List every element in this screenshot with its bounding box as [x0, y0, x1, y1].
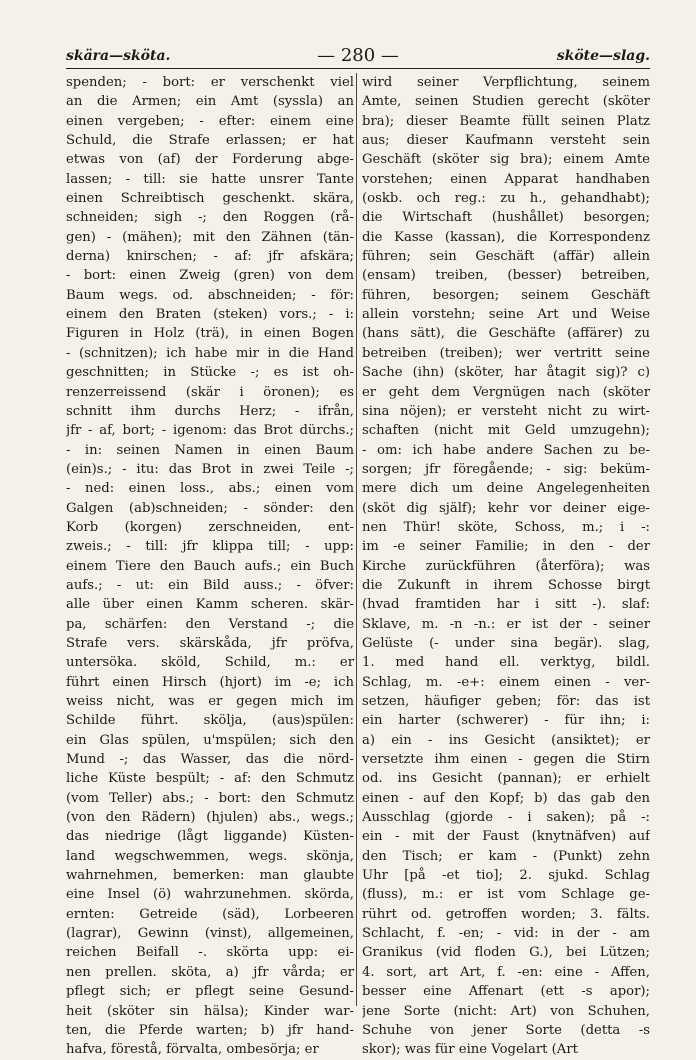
text-line: lassen; - till: sie hatte unsrer Tante: [66, 171, 354, 187]
text-line: den Tisch; er kam - (Punkt) zehn: [362, 848, 650, 864]
text-line: gen) - (mähen); mit den Zähnen (tän-: [66, 229, 354, 245]
text-line: Figuren in Holz (trä), in einen Bogen: [66, 326, 354, 342]
text-line: schnitt ihm durchs Herz; - ifrån,: [66, 403, 354, 419]
text-line: allein vorstehn; seine Art und Weise: [362, 307, 650, 323]
text-line: ein harter (schwerer) - für ihn; i:: [362, 713, 650, 729]
text-line: a) ein - ins Gesicht (ansiktet); er: [362, 732, 650, 748]
text-line: reichen Beifall -. skörta upp: ei-: [66, 945, 354, 961]
text-line: die Zukunft in ihrem Schosse birgt: [362, 577, 650, 593]
text-line: setzen, häufiger geben; för: das ist: [362, 694, 650, 709]
text-line: - (schnitzen); ich habe mir in die Hand: [66, 345, 354, 361]
text-line: pa, schärfen: den Verstand -; die: [66, 616, 354, 632]
text-line: Schlacht, f. -en; - vid: in der - am: [362, 926, 650, 942]
text-line: Galgen (ab)schneiden; - sönder: den: [66, 500, 354, 516]
text-line: jfr - af, bort; - igenom: das Brot dürchs.;: [66, 423, 354, 439]
text-line: (hvad framtiden har i sitt -). slaf:: [362, 597, 650, 613]
text-line: mere dich um deine Angelegenheiten: [362, 481, 650, 497]
text-line: zweis.; - till: jfr klippa till; - upp:: [66, 539, 354, 555]
text-line: Kirche zurückführen (återföra); was: [362, 558, 650, 574]
header-left-catchword: skära—sköta.: [66, 48, 171, 64]
text-line: die Wirtschaft (hushållet) besorgen;: [362, 210, 650, 226]
header-right-catchword: sköte—slag.: [556, 48, 650, 64]
text-line: 4. sort, art Art, f. -en: eine - Affen,: [362, 964, 650, 980]
text-line: einen - auf den Kopf; b) das gab den: [362, 790, 650, 806]
text-line: versetzte ihm einen - gegen die Stirn: [362, 752, 650, 768]
text-line: einen vergeben; - efter: einem eine: [66, 113, 354, 129]
text-line: an die Armen; ein Amt (syssla) an: [66, 94, 354, 110]
text-line: vorstehen; einen Apparat handhaben: [362, 171, 650, 187]
text-line: od. ins Gesicht (pannan); er erhielt: [362, 771, 650, 787]
text-line: renzerreissend (skär i öronen); es: [66, 384, 354, 400]
text-line: besser eine Affenart (ett -s apor);: [362, 984, 650, 1000]
text-line: skor); was für eine Vogelart (Art: [362, 1042, 578, 1058]
text-line: rührt od. getroffen worden; 3. fälts.: [362, 906, 650, 922]
text-line: aus; dieser Kaufmann versteht sein: [362, 133, 650, 149]
text-line: - ned: einen loss., abs.; einen vom: [66, 481, 354, 497]
text-line: (von den Rädern) (hjulen) abs., wegs.;: [66, 810, 354, 826]
text-line: jene Sorte (nicht: Art) von Schuhen,: [362, 1003, 650, 1019]
text-line: Sklave, m. -n -n.: er ist der - seiner: [362, 616, 650, 632]
text-line: (ein)s.; - itu: das Brot in zwei Teile -;: [66, 461, 354, 477]
text-line: einen Schreibtisch geschenkt. skära,: [66, 191, 354, 207]
text-line: Sache (ihn) (sköter, har åtagit sig)? c): [362, 365, 650, 381]
text-line: geschnitten; in Stücke -; es ist oh-: [66, 365, 354, 381]
text-line: Schilde führt. skölja, (aus)spülen:: [66, 713, 354, 729]
text-line: ernten: Getreide (säd), Lorbeeren: [66, 906, 354, 922]
text-line: Ausschlag (gjorde - i saken); på -:: [362, 810, 650, 826]
right-column: [362, 73, 650, 1060]
text-line: Schuld, die Strafe erlassen; er hat: [66, 133, 354, 149]
text-line: ein - mit der Faust (knytnäfven) auf: [362, 829, 650, 845]
text-line: Geschäft (sköter sig bra); einem Amte: [362, 152, 650, 168]
text-line: nen Thür! sköte, Schoss, m.; i -:: [362, 519, 650, 535]
text-line: alle über einen Kamm scheren. skär-: [66, 597, 354, 613]
text-line: - in: seinen Namen in einen Baum: [66, 442, 354, 458]
text-line: untersöka. sköld, Schild, m.: er: [66, 655, 354, 671]
text-line: führen; sein Geschäft (affär) allein: [362, 249, 650, 265]
page-header: [66, 44, 650, 68]
left-column: [66, 73, 354, 1060]
text-line: nen prellen. sköta, a) jfr vårda; er: [66, 964, 354, 980]
text-line: er geht dem Vergnügen nach (sköter: [362, 384, 650, 400]
text-line: weiss nicht, was er gegen mich im: [66, 694, 354, 709]
text-line: Granikus (vid floden G.), bei Lützen;: [362, 945, 650, 961]
text-line: (fluss), m.: er ist vom Schlage ge-: [362, 887, 650, 903]
text-line: ten, die Pferde warten; b) jfr hand-: [66, 1022, 354, 1038]
text-line: (sköt dig själf); kehr vor deiner eige-: [362, 500, 650, 516]
text-line: führen, besorgen; seinem Geschäft: [362, 287, 650, 303]
page-number: — 280 —: [317, 45, 399, 66]
text-line: sina nöjen); er versteht nicht zu wirt-: [362, 403, 650, 419]
text-line: 1. med hand ell. verktyg, bildl.: [362, 655, 650, 671]
text-line: die Kasse (kassan), die Korrespondenz: [362, 229, 650, 245]
text-line: wahrnehmen, bemerken: man glaubte: [66, 868, 354, 884]
text-line: (hans sätt), die Geschäfte (affärer) zu: [362, 326, 650, 342]
text-line: aufs.; - ut: ein Bild auss.; - öfver:: [66, 577, 354, 593]
text-line: Amte, seinen Studien gerecht (sköter: [362, 94, 650, 110]
text-line: schneiden; sigh -; den Roggen (rå-: [66, 210, 354, 226]
text-line: (ensam) treiben, (besser) betreiben,: [362, 268, 650, 284]
column-divider: [356, 73, 357, 1006]
text-line: heit (sköter sin hälsa); Kinder war-: [66, 1003, 354, 1019]
text-line: bra); dieser Beamte füllt seinen Platz: [362, 113, 650, 129]
text-line: schaften (nicht mit Geld umzugehn);: [362, 423, 650, 439]
text-line: Korb (korgen) zerschneiden, ent-: [66, 519, 354, 535]
text-line: (vom Teller) abs.; - bort: den Schmutz: [66, 790, 354, 806]
text-line: - om: ich habe andere Sachen zu be-: [362, 442, 650, 458]
text-line: land wegschwemmen, wegs. skönja,: [66, 848, 354, 864]
text-line: derna) knirschen; - af: jfr afskära;: [66, 249, 354, 265]
text-line: im -e seiner Familie; in den - der: [362, 539, 650, 555]
text-line: sorgen; jfr föregående; - sig: beküm-: [362, 461, 650, 477]
text-line: wird seiner Verpflichtung, seinem: [362, 75, 650, 90]
text-line: führt einen Hirsch (hjort) im -e; ich: [66, 674, 354, 690]
text-line: das niedrige (lågt liggande) Küsten-: [66, 829, 354, 845]
text-line: (lagrar), Gewinn (vinst), allgemeinen,: [66, 926, 354, 942]
text-line: (oskb. och reg.: zu h., gehandhabt);: [362, 191, 650, 207]
text-line: Schuhe von jener Sorte (detta -s: [362, 1022, 650, 1038]
text-line: eine Insel (ö) wahrzunehmen. skörda,: [66, 887, 354, 903]
text-line: Baum wegs. od. abschneiden; - för:: [66, 287, 354, 303]
text-line: Gelüste (- under sina begär). slag,: [362, 635, 650, 651]
text-line: ein Glas spülen, u'mspülen; sich den: [66, 732, 354, 748]
text-line: Schlag, m. -e+: einem einen - ver-: [362, 674, 650, 690]
text-line: pflegt sich; er pflegt seine Gesund-: [66, 984, 354, 1000]
text-line: spenden; - bort: er verschenkt viel: [66, 75, 354, 90]
text-line: einem den Braten (steken) vors.; - i:: [66, 307, 354, 323]
text-line: hafva, förestå, förvalta, ombesörja; er: [66, 1042, 319, 1058]
text-line: betreiben (treiben); wer vertritt seine: [362, 345, 650, 361]
text-line: Uhr [på -et tio]; 2. sjukd. Schlag: [362, 868, 650, 884]
text-line: Strafe vers. skärskåda, jfr pröfva,: [66, 635, 354, 651]
text-line: Mund -; das Wasser, das die nörd-: [66, 752, 354, 768]
text-line: liche Küste bespült; - af: den Schmutz: [66, 771, 354, 787]
text-line: einem Tiere den Bauch aufs.; ein Buch: [66, 558, 354, 574]
header-rule: [66, 68, 650, 69]
text-line: etwas von (af) der Forderung abge-: [66, 152, 354, 168]
text-line: - bort: einen Zweig (gren) von dem: [66, 268, 354, 284]
